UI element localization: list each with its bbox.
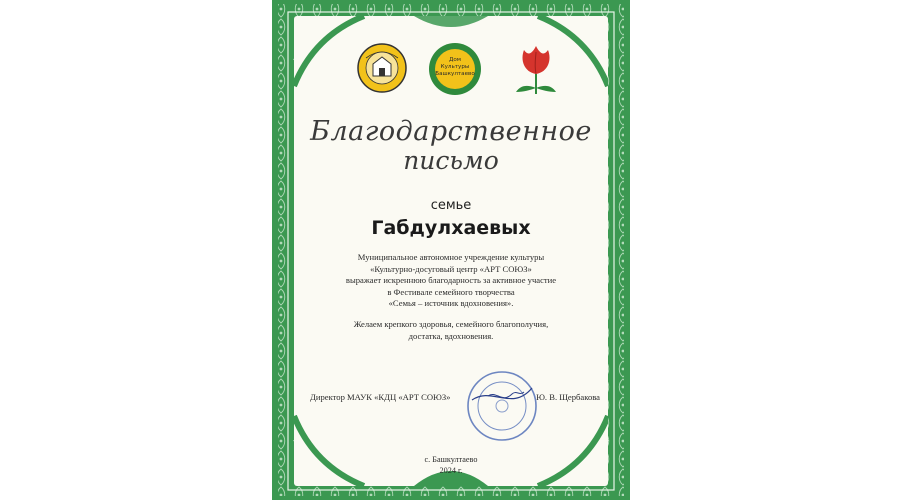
signature-position: Директор МАУК «КДЦ «АРТ СОЮЗ» [310,392,451,402]
official-stamp [462,366,542,446]
logo-text-2: Культуры [440,64,470,70]
certificate-sheet [272,0,630,500]
certificate-title-line-2: письмо [403,146,499,175]
body-line: Муниципальное автономное учреждение культуры [357,252,545,262]
logo-text-3: Башкултаево [435,71,475,77]
wishes-text [294,319,608,342]
body-line: «Культурно-досуговый центр «АРТ СОЮЗ» [370,263,532,274]
wishes-line: Желаем крепкого здоровья, семейного благополучия, [353,319,549,329]
certificate-title-line-1: Благодарственное [310,116,592,147]
tulip-icon [512,44,560,100]
wishes-line: достатка, вдохновения. [408,330,494,341]
year: 2024 г. [439,466,463,475]
body-line: в Фестивале семейного творчества [387,286,515,297]
recipient-name: Габдулхаевых [371,217,531,239]
place-and-year [294,454,608,476]
place: с. Башкултаево [424,455,478,464]
signature-name: Ю. В. Щербакова [536,392,600,402]
body-line: выражает искреннюю благодарность за активное участие [345,275,557,286]
body-text [294,252,608,310]
art-soyuz-logo [356,42,408,94]
body-line: «Семья – источник вдохновения». [388,298,514,309]
recipient-prefix: семье [430,198,472,213]
dom-kultury-logo [428,42,482,96]
logo-text-1: Дом [448,57,461,63]
certificate-content-area [294,16,608,486]
